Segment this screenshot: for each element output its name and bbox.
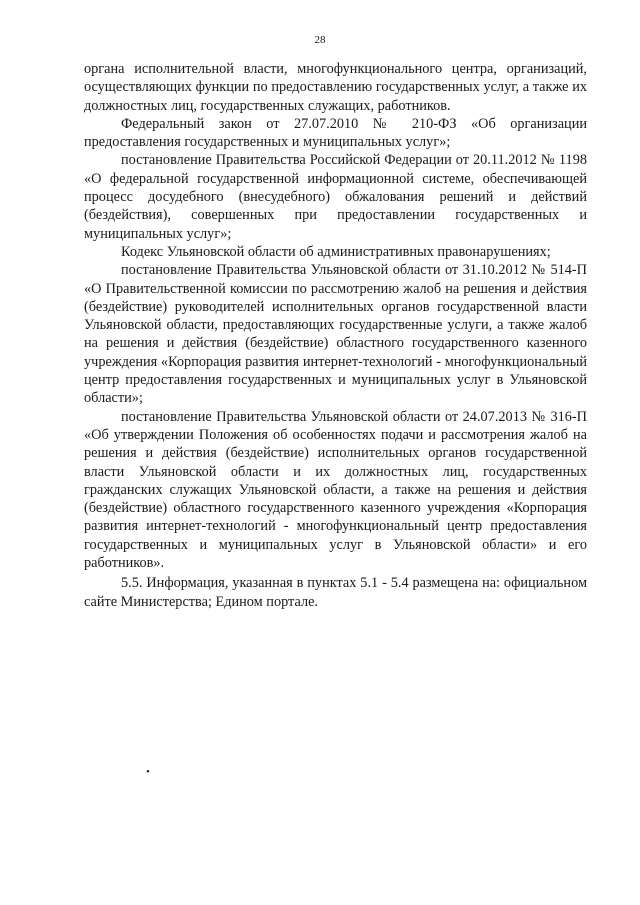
document-body: [84, 60, 587, 611]
paragraph-government-resolution-1198: постановление Правительства Российской Федерации от 20.11.2012 № 1198 «О федеральной государственной информационной системе, обеспечивающей процесс досудебного (внесудебного) обжалования решений и действий (бездействия), совершенных при предоставлении государственных и муниципальных услуг»;: [84, 152, 587, 242]
paragraph-resolution-316: постановление Правительства Ульяновской области от 24.07.2013 № 316-П «Об утверждении Положения об особенностях подачи и рассмотрения жалоб на решения и действия (бездействие) исполнительных органов государственной власти Ульяновской области и их должностных лиц, государственных гражданских служащих Ульяновской области, а также на решения и действия (бездействие) областного государственного казенного учреждения «Корпорация развития интернет-технологий - многофункциональный центр предоставления государственных и муниципальных услуг в Ульяновской области» и его работников».: [84, 408, 587, 572]
paragraph-federal-law: Федеральный закон от 27.07.2010 № 210-ФЗ «Об организации предоставления государственных и муниципальных услуг»;: [84, 115, 587, 151]
paragraph-resolution-514: постановление Правительства Ульяновской области от 31.10.2012 № 514-П «О Правительственной комиссии по рассмотрению жалоб на решения и действия (бездействие) руководителей исполнительных органов государственной власти Ульяновской области, предоставляющих государственные услуги, а также жалоб на решения и действия (бездействие) областного государственного казенного учреждения «Корпорация развития интернет-технологий - многофункциональный центр предоставления государственных и муниципальных услуг в Ульяновской области»;: [84, 262, 587, 407]
page-number: 28: [314, 34, 326, 46]
paragraph-5-5: 5.5. Информация, указанная в пунктах 5.1 - 5.4 размещена на: официальном сайте Министерства; Едином портале.: [84, 575, 587, 610]
paragraph-1: органа исполнительной власти, многофункционального центра, организаций, осуществляющих функции по предоставлению государственных услуг, а также их должностных лиц, государственных служащих, работников.: [84, 61, 587, 114]
scan-mark: •: [146, 766, 150, 778]
paragraph-administrative-code: Кодекс Ульяновской области об административных правонарушениях;: [121, 243, 551, 260]
